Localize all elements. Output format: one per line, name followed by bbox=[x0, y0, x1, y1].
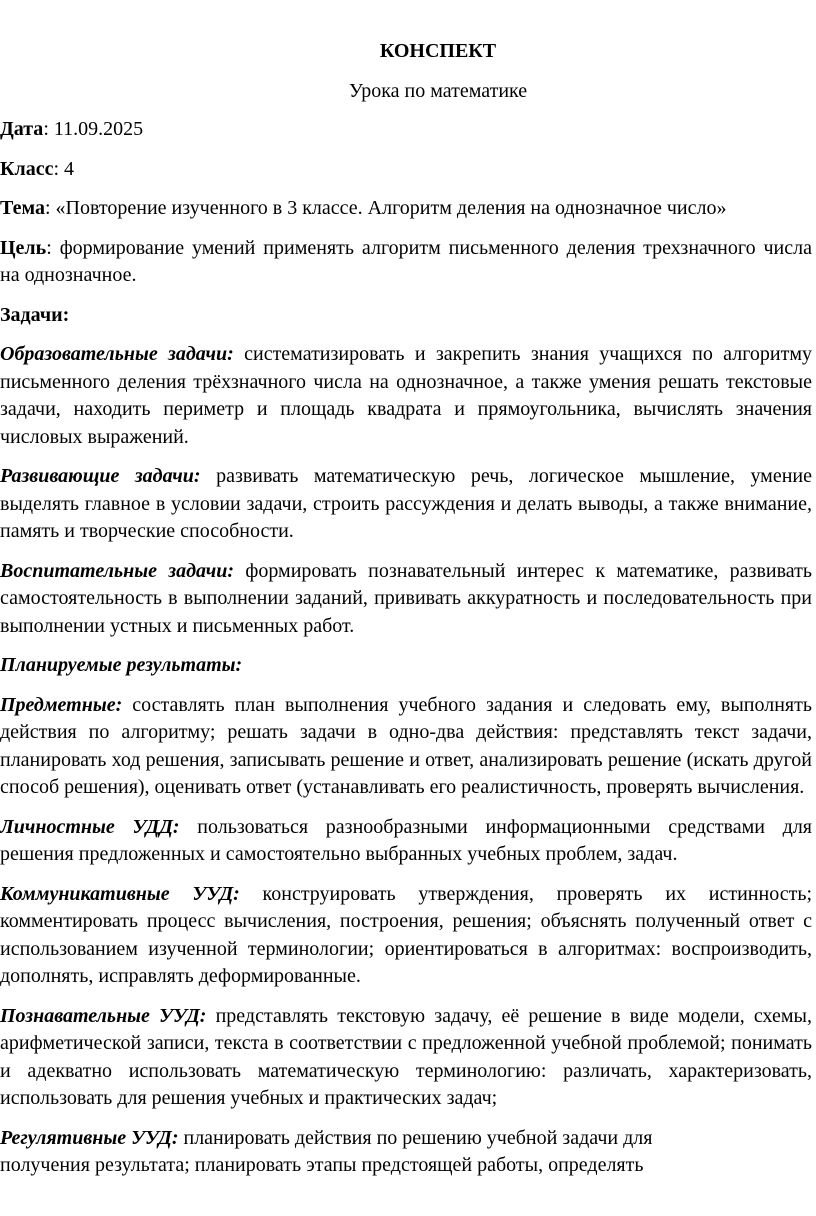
topic-line bbox=[0, 195, 816, 223]
communicative-uud-label: Коммуникативные УУД: bbox=[0, 882, 240, 905]
class-value: 4 bbox=[64, 157, 75, 180]
topic-sep: : bbox=[44, 197, 56, 219]
regulatory-uud-label: Регулятивные УУД: bbox=[0, 1126, 179, 1149]
goal-label: Цель bbox=[0, 236, 47, 259]
educational-tasks-label: Образовательные задачи: bbox=[0, 343, 234, 365]
upbringing-tasks-text: формировать познавательный интерес к математике, развивать самостоятельность в выполнении заданий, прививать аккуратность и последовательность при выполнении устных и письменных работ. bbox=[0, 559, 813, 637]
upbringing-tasks-paragraph bbox=[0, 558, 816, 641]
developing-tasks-paragraph bbox=[0, 463, 816, 546]
goal-paragraph bbox=[0, 235, 816, 290]
cognitive-uud-text: представлять текстовую задачу, её решение в виде модели, схемы, арифметической записи, текста в соответствии с предложенной учебной проблемой; понимать и адекватно использовать математическую терминологию: различать, характеризовать, использовать для решения учебных и практических задач; bbox=[0, 1004, 812, 1109]
cognitive-uud-paragraph bbox=[0, 1003, 816, 1113]
personal-uud-paragraph bbox=[0, 814, 816, 869]
document-subtitle: Урока по математике bbox=[348, 80, 528, 102]
date-value: 11.09.2025 bbox=[53, 118, 144, 140]
topic-value: «Повторение изученного в 3 классе. Алгоритм деления на однозначное число» bbox=[55, 197, 727, 219]
date-line bbox=[0, 116, 816, 144]
date-label: Дата bbox=[0, 118, 44, 140]
tasks-heading: Задачи: bbox=[0, 303, 70, 326]
communicative-uud-text: конструировать утверждения, проверять их истинность; комментировать процесс вычисления, построения, решения; объяснять полученный ответ с использованием изученной терминологии; ориентироваться в алгоритмах: воспроизводить, дополнять, исправлять деформированные. bbox=[0, 882, 813, 987]
cognitive-uud-label: Познавательные УУД: bbox=[0, 1004, 207, 1027]
developing-tasks-label: Развивающие задачи: bbox=[0, 465, 201, 487]
goal-text: формирование умений применять алгоритм письменного деления трехзначного числа на однозначное. bbox=[0, 236, 812, 286]
date-sep: : bbox=[43, 118, 54, 140]
results-heading: Планируемые результаты: bbox=[0, 654, 243, 676]
class-line bbox=[0, 156, 816, 184]
personal-uud-text: пользоваться разнообразными информационными средствами для решения предложенных и самостоятельно выбранных учебных проблем, задач. bbox=[0, 815, 813, 865]
topic-label: Тема bbox=[0, 197, 45, 219]
class-sep: : bbox=[53, 157, 65, 180]
subject-results-paragraph bbox=[0, 692, 816, 802]
regulatory-uud-text: планировать действия по решению учебной задачи для получения результата; планировать этапы предстоящей работы, определять bbox=[0, 1126, 653, 1176]
regulatory-uud-paragraph bbox=[0, 1125, 816, 1180]
document-title: КОНСПЕКТ bbox=[379, 40, 497, 62]
subject-results-text: составлять план выполнения учебного задания и следовать ему, выполнять действия по алгоритму; решать задачи в одно-два действия: представлять текст задачи, планировать ход решения, записывать решение и ответ, анализировать решение (искать другой способ решения), оценивать ответ (устанавливать его реалистичность, проверять вычисления. bbox=[0, 693, 812, 798]
class-label: Класс bbox=[0, 157, 54, 180]
upbringing-tasks-label: Воспитательные задачи: bbox=[0, 559, 235, 582]
educational-tasks-text: систематизировать и закрепить знания учащихся по алгоритму письменного деления трёхзначного числа на однозначное, а также умения решать текстовые задачи, находить периметр и площадь квадрата и прямоугольника, вычислять значения числовых выражений. bbox=[0, 343, 812, 448]
subject-results-label: Предметные: bbox=[0, 693, 123, 716]
developing-tasks-text: развивать математическую речь, логическое мышление, умение выделять главное в условии задачи, строить рассуждения и делать выводы, а также внимание, память и творческие способности. bbox=[0, 465, 812, 542]
goal-sep: : bbox=[46, 236, 60, 259]
educational-tasks-paragraph bbox=[0, 341, 816, 451]
personal-uud-label: Личностные УДД: bbox=[0, 815, 180, 838]
communicative-uud-paragraph bbox=[0, 881, 816, 991]
